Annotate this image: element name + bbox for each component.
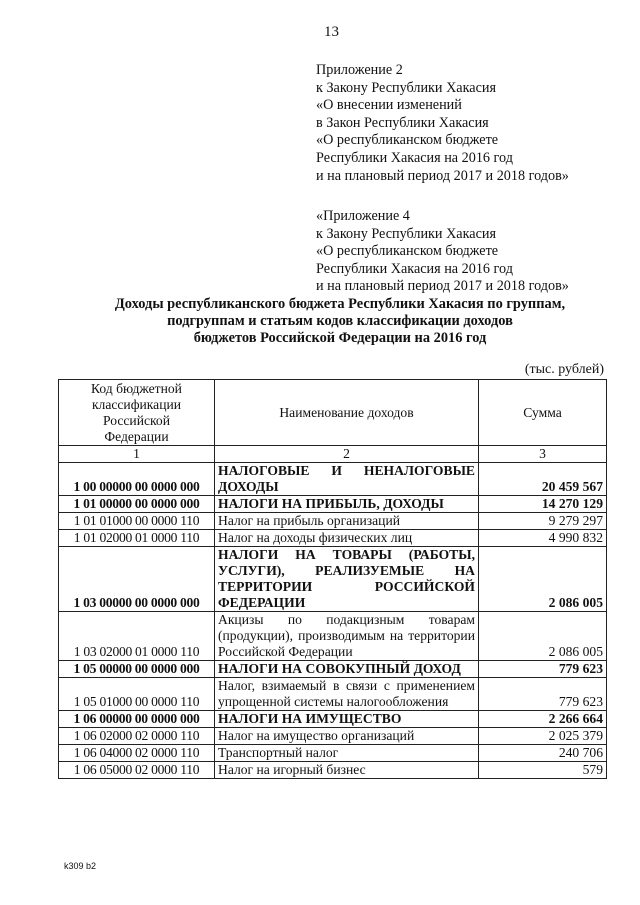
table-row [59,612,607,661]
units-label: (тыс. рублей) [524,362,604,377]
name-cell: Налог на имущество организаций [215,728,479,745]
sum-cell: 2 266 664 [479,711,607,728]
name-cell: Акцизы по подакцизным товарам (продукции), производимым на территории Российской Федерации [215,612,479,661]
footer-mark: k309 b2 [64,861,97,871]
appendix-line: Республики Хакасия на 2016 год [316,149,513,166]
column-index-row [59,446,607,463]
page-number: 13 [324,24,339,40]
column-index: 3 [479,446,607,463]
sum-cell: 579 [479,762,607,779]
income-table [58,379,607,779]
sum-cell: 2 086 005 [479,547,607,612]
appendix-line: в Закон Республики Хакасия [316,114,489,131]
code-cell: 1 03 02000 01 0000 110 [59,612,215,661]
appendix-line: Республики Хакасия на 2016 год [316,260,513,277]
name-cell: НАЛОГОВЫЕ И НЕНАЛОГОВЫЕ ДОХОДЫ [215,463,479,496]
name-cell: НАЛОГИ НА ТОВАРЫ (РАБОТЫ, УСЛУГИ), РЕАЛИЗУЕМЫЕ НА ТЕРРИТОРИИ РОССИЙСКОЙ ФЕДЕРАЦИИ [215,547,479,612]
appendix-line: «О внесении изменений [316,97,462,114]
appendix-2-heading [316,62,569,185]
code-cell: 1 06 05000 02 0000 110 [59,762,215,779]
document-title [60,296,620,347]
table-row [59,678,607,711]
title-line: подгруппам и статьям кодов классификации доходов [167,313,513,329]
sum-cell: 2 086 005 [479,612,607,661]
name-cell: Транспортный налог [215,745,479,762]
code-cell: 1 01 02000 01 0000 110 [59,530,215,547]
name-cell: НАЛОГИ НА ПРИБЫЛЬ, ДОХОДЫ [215,496,479,513]
sum-cell: 4 990 832 [479,530,607,547]
header-sum: Сумма [479,380,607,446]
code-cell: 1 00 00000 00 0000 000 [59,463,215,496]
name-cell: НАЛОГИ НА ИМУЩЕСТВО [215,711,479,728]
name-cell: Налог на игорный бизнес [215,762,479,779]
sum-cell: 779 623 [479,661,607,678]
title-line: Доходы республиканского бюджета Республики Хакасия по группам, [114,296,566,312]
title-line: бюджетов Российской Федерации на 2016 год [193,330,487,346]
sum-cell: 20 459 567 [479,463,607,496]
sum-cell: 9 279 297 [479,513,607,530]
column-index: 2 [215,446,479,463]
table-row [59,530,607,547]
name-cell: Налог на прибыль организаций [215,513,479,530]
table-row-group [59,463,607,496]
table-row [59,762,607,779]
code-cell: 1 06 02000 02 0000 110 [59,728,215,745]
code-cell: 1 01 00000 00 0000 000 [59,496,215,513]
appendix-line: «О республиканском бюджете [316,243,499,260]
table-row [59,745,607,762]
appendix-line: к Закону Республики Хакасия [316,225,496,242]
table-row-group [59,496,607,513]
column-index: 1 [59,446,215,463]
table-row [59,728,607,745]
appendix-line: «Приложение 4 [316,208,410,224]
table-body [59,446,607,779]
appendix-line: и на плановый период 2017 и 2018 годов» [316,278,569,295]
name-cell: НАЛОГИ НА СОВОКУПНЫЙ ДОХОД [215,661,479,678]
table-row-group [59,547,607,612]
code-cell: 1 06 00000 00 0000 000 [59,711,215,728]
header-code: Код бюджетной классификации Российской Федерации [59,380,215,446]
table-row [59,513,607,530]
table-row-group [59,661,607,678]
table-row-group [59,711,607,728]
sum-cell: 2 025 379 [479,728,607,745]
code-cell: 1 05 01000 00 0000 110 [59,678,215,711]
header-name: Наименование доходов [215,380,479,446]
sum-cell: 779 623 [479,678,607,711]
appendix-line: и на плановый период 2017 и 2018 годов» [316,167,569,184]
appendix-4-heading [316,208,569,296]
code-cell: 1 01 01000 00 0000 110 [59,513,215,530]
code-cell: 1 06 04000 02 0000 110 [59,745,215,762]
appendix-line: «О республиканском бюджете [316,132,499,149]
appendix-line: Приложение 2 [316,62,403,78]
sum-cell: 14 270 129 [479,496,607,513]
name-cell: Налог, взимаемый в связи с применением упрощенной системы налогообложения [215,678,479,711]
sum-cell: 240 706 [479,745,607,762]
code-cell: 1 03 00000 00 0000 000 [59,547,215,612]
name-cell: Налог на доходы физических лиц [215,530,479,547]
code-cell: 1 05 00000 00 0000 000 [59,661,215,678]
appendix-line: к Закону Республики Хакасия [316,79,496,96]
